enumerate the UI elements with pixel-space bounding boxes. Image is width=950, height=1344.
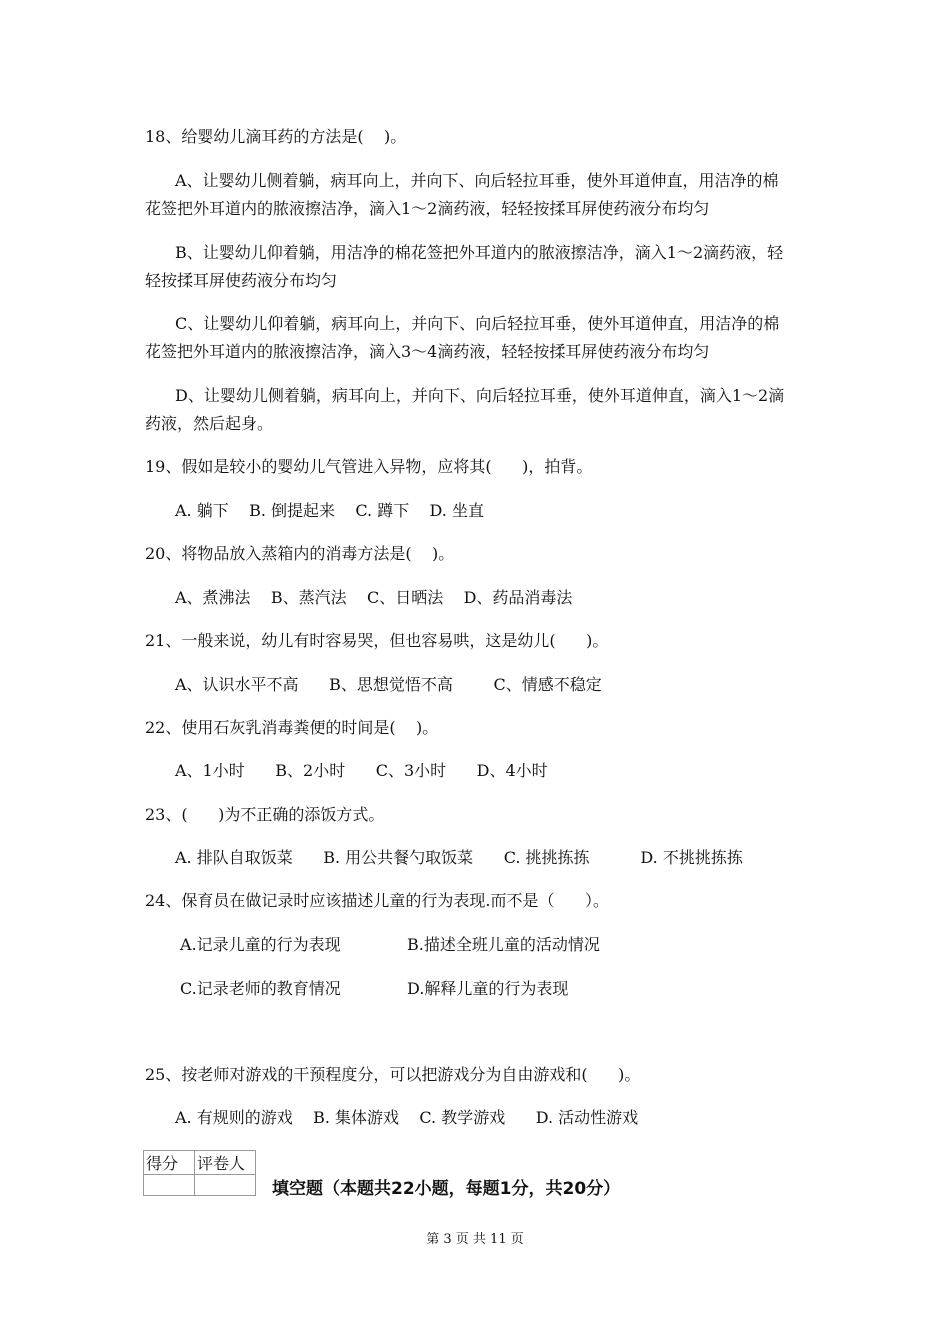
question-25-options: A. 有规则的游戏 B. 集体游戏 C. 教学游戏 D. 活动性游戏: [175, 1108, 639, 1127]
question-24-stem: 24、保育员在做记录时应该描述儿童的行为表现.而不是（ ）。: [145, 891, 609, 910]
question-23-stem: 23、( )为不正确的添饭方式。: [145, 805, 385, 824]
score-table: [143, 1150, 256, 1196]
question-18-stem: 18、给婴幼儿滴耳药的方法是( )。: [145, 127, 407, 146]
question-23-options: A. 排队自取饭菜 B. 用公共餐勺取饭菜 C. 挑挑拣拣 D. 不挑挑拣拣: [175, 848, 743, 867]
score-header: 得分: [144, 1151, 195, 1175]
question-21-options: A、认识水平不高 B、思想觉悟不高 C、情感不稳定: [175, 675, 602, 694]
question-18-option-d-line2: 药液，然后起身。: [145, 414, 274, 433]
score-cell[interactable]: [144, 1175, 195, 1196]
question-22-stem: 22、使用石灰乳消毒粪便的时间是( )。: [145, 718, 439, 737]
question-22-options: A、1小时 B、2小时 C、3小时 D、4小时: [175, 761, 548, 780]
question-24-option-d: D.解释儿童的行为表现: [407, 979, 569, 998]
page-footer: 第 3 页 共 11 页: [426, 1232, 524, 1247]
question-19-stem: 19、假如是较小的婴幼儿气管进入异物，应将其( )，拍背。: [145, 457, 593, 476]
question-24-option-c: C.记录老师的教育情况: [180, 979, 341, 998]
question-18-option-c-line1: C、让婴幼儿仰着躺，病耳向上，并向下、向后轻拉耳垂，使外耳道伸直，用洁净的棉: [175, 314, 780, 333]
question-24-option-a: A.记录儿童的行为表现: [180, 935, 341, 954]
grader-header: 评卷人: [195, 1151, 256, 1175]
grader-cell[interactable]: [195, 1175, 256, 1196]
question-18-option-b-line2: 轻按揉耳屏使药液分布均匀: [145, 271, 338, 290]
section-title: 填空题（本题共22小题，每题1分，共20分）: [272, 1179, 621, 1199]
question-25-stem: 25、按老师对游戏的干预程度分，可以把游戏分为自由游戏和( )。: [145, 1065, 641, 1084]
question-18-option-b-line1: B、让婴幼儿仰着躺，用洁净的棉花签把外耳道内的脓液擦洁净，滴入1～2滴药液，轻: [175, 243, 784, 262]
question-18-option-a-line2: 花签把外耳道内的脓液擦洁净，滴入1～2滴药液，轻轻按揉耳屏使药液分布均匀: [145, 199, 710, 218]
question-18-option-c-line2: 花签把外耳道内的脓液擦洁净，滴入3～4滴药液，轻轻按揉耳屏使药液分布均匀: [145, 342, 710, 361]
question-18-option-d-line1: D、让婴幼儿侧着躺，病耳向上，并向下、向后轻拉耳垂，使外耳道伸直，滴入1～2滴: [175, 386, 785, 405]
question-24-option-b: B.描述全班儿童的活动情况: [407, 935, 600, 954]
question-21-stem: 21、一般来说，幼儿有时容易哭，但也容易哄，这是幼儿( )。: [145, 631, 609, 650]
question-18-option-a-line1: A、让婴幼儿侧着躺，病耳向上，并向下、向后轻拉耳垂，使外耳道伸直，用洁净的棉: [175, 171, 779, 190]
question-20-options: A、煮沸法 B、蒸汽法 C、日晒法 D、药品消毒法: [175, 588, 573, 607]
question-20-stem: 20、将物品放入蒸箱内的消毒方法是( )。: [145, 544, 455, 563]
question-19-options: A. 躺下 B. 倒提起来 C. 蹲下 D. 坐直: [175, 501, 484, 520]
